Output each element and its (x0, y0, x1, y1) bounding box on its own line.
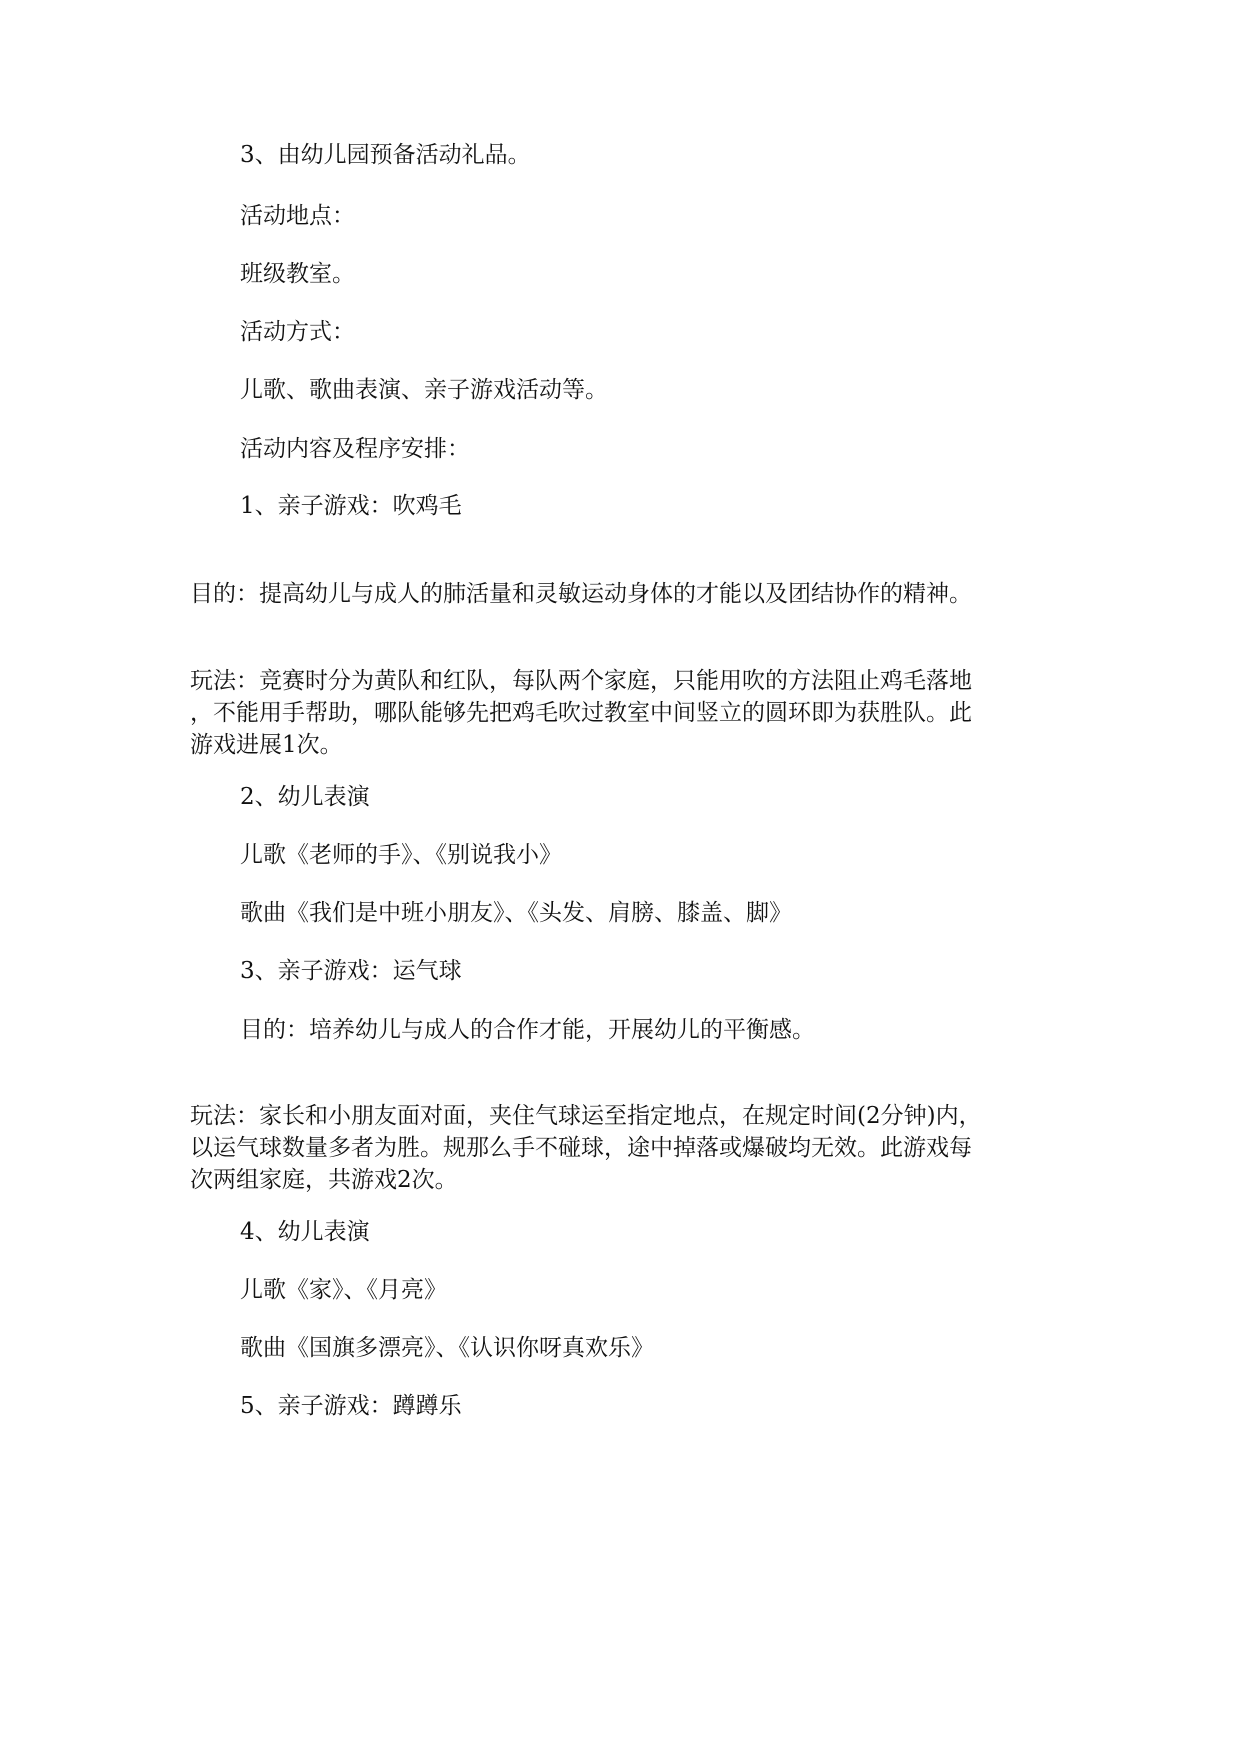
performance-1-songs: 歌曲《我们是中班小朋友》、《头发、肩膀、膝盖、脚》 (240, 900, 792, 926)
game-1-rules-line-1: 玩法：竞赛时分为黄队和红队，每队两个家庭，只能用吹的方法阻止鸡毛落地 (190, 668, 972, 694)
performance-1-title: 2、幼儿表演 (240, 784, 370, 810)
game-1-rules-line-3: 游戏进展1次。 (190, 732, 343, 758)
game-1-title: 1、亲子游戏：吹鸡毛 (240, 493, 462, 519)
game-3-rules-line-1: 玩法：家长和小朋友面对面，夹住气球运至指定地点，在规定时间(2分钟)内， (190, 1103, 982, 1129)
game-1-purpose: 目的：提高幼儿与成人的肺活量和灵敏运动身体的才能以及团结协作的精神。 (190, 581, 972, 607)
game-1-rules (190, 665, 1050, 761)
performance-1-rhymes: 儿歌《老师的手》、《别说我小》 (240, 842, 562, 868)
performance-2-rhymes: 儿歌《家》、《月亮》 (240, 1277, 447, 1303)
performance-2-songs: 歌曲《国旗多漂亮》、《认识你呀真欢乐》 (240, 1335, 654, 1361)
performance-2-title: 4、幼儿表演 (240, 1219, 370, 1245)
game-3-purpose: 目的：培养幼儿与成人的合作才能，开展幼儿的平衡感。 (240, 1017, 815, 1043)
game-5-title: 5、亲子游戏：蹲蹲乐 (240, 1393, 462, 1419)
location-heading: 活动地点： (240, 203, 355, 229)
game-3-title: 3、亲子游戏：运气球 (240, 958, 462, 984)
game-3-rules (190, 1100, 1050, 1196)
method-heading: 活动方式： (240, 319, 355, 345)
game-1-rules-line-2: ，不能用手帮助，哪队能够先把鸡毛吹过教室中间竖立的圆环即为获胜队。此 (190, 700, 972, 726)
method-value: 儿歌、歌曲表演、亲子游戏活动等。 (240, 377, 608, 403)
game-3-rules-line-2: 以运气球数量多者为胜。规那么手不碰球，途中掉落或爆破均无效。此游戏每 (190, 1135, 972, 1161)
gift-prep-item: 3、由幼儿园预备活动礼品。 (240, 142, 531, 168)
location-value: 班级教室。 (240, 261, 355, 287)
program-heading: 活动内容及程序安排： (240, 436, 470, 462)
game-3-rules-line-3: 次两组家庭，共游戏2次。 (190, 1167, 458, 1193)
